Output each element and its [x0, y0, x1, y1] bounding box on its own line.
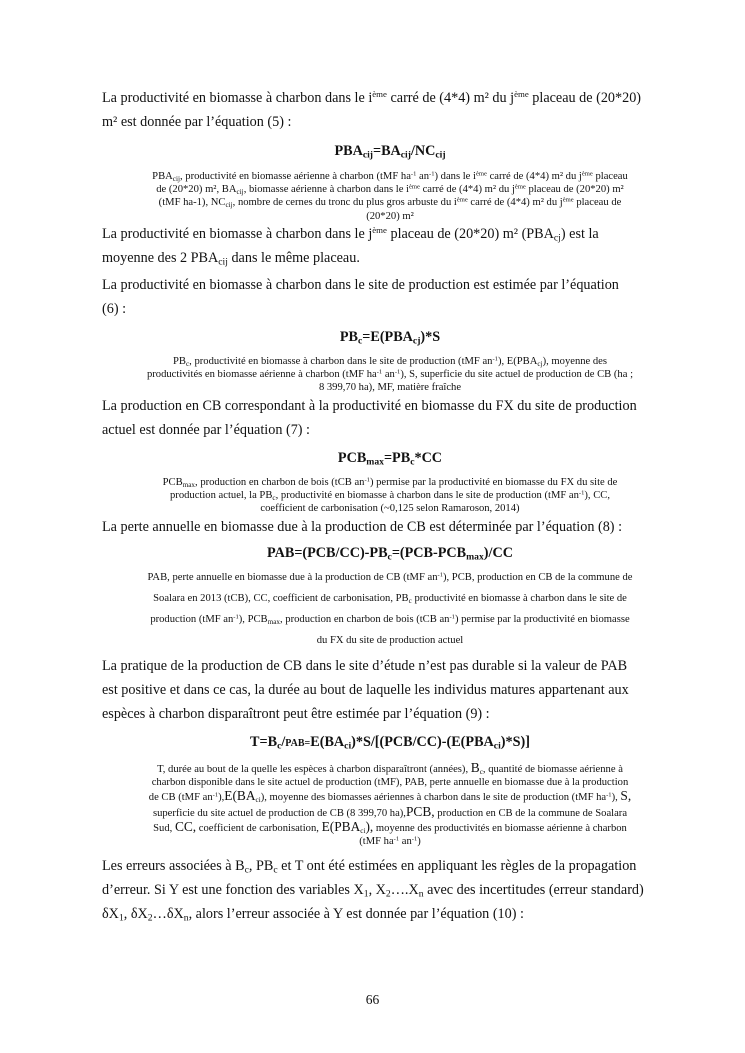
text-line: du FX du site de production actuel	[316, 635, 464, 646]
text-line: $PCB_{max}$, production en charbon de bois (tCB $an^{-1}$) permise par la productivité en biomasse du FX du site de	[162, 476, 618, 489]
legend-equation-5	[102, 170, 678, 223]
text-line: moyenne des 2 $PBA_{cij}$ dans le même placeau.	[102, 250, 360, 268]
paragraph-eq5-intro	[102, 90, 678, 131]
paragraph-eq6-intro	[102, 277, 678, 318]
text-line: La productivité en biomasse à charbon dans le site de production est estimée par l’équation	[102, 277, 619, 293]
equation-7: $PCB_{max}=PB_c*CC$	[337, 450, 443, 468]
text-line: Soalara en 2013 (tCB), CC, coefficient de carbonisation, $PB_c$ productivité en biomasse à charbon dans le site de	[153, 593, 627, 605]
legend-equation-9	[102, 761, 678, 848]
legend-equation-8	[102, 567, 678, 651]
text-line: de CB (tMF $an^{-1}),E(BA_{ci})$, moyenne des biomasses aériennes à charbon dans le site de production (tMF $ha^{-1}$), S,	[148, 788, 632, 805]
text-line: T, durée au bout de la quelle les espèces à charbon disparaîtront (années), $B_c$, quantité de biomasse aérienne à	[157, 760, 623, 776]
paragraph-eq7-intro	[102, 398, 678, 439]
text-line: de (20*20) m², $BA_{cij}$, biomasse aérienne à charbon dans le $i^{ème}$ carré de (4*4) m² du $j^{ème}$ placeau de (20*20) m²	[156, 183, 624, 196]
text-line: espèces à charbon disparaîtront peut être estimée par l’équation (9) :	[102, 706, 490, 722]
legend-equation-7	[102, 476, 678, 516]
text-line: (6) :	[102, 301, 127, 317]
text-line: production (tMF $an^{-1}$), $PCB_{max}$, production en charbon de bois (tCB $an^{-1}$) permise par la productivité en biomasse	[150, 613, 630, 626]
paragraph-pbacj	[102, 226, 678, 267]
paragraph-error-propagation	[102, 858, 678, 923]
text-line: Les erreurs associées à $B_c$, $PB_c$ et T ont été estimées en appliquant les règles de la propagation	[102, 858, 637, 876]
paragraph-eq8-intro	[102, 519, 678, 536]
text-line: La pratique de la production de CB dans le site d’étude n’est pas durable si la valeur de PAB	[102, 658, 628, 674]
text-line: La perte annuelle en biomasse due à la production de CB est déterminée par l’équation (8) :	[102, 519, 623, 535]
text-line: production actuel, la $PB_c$, productivité en biomasse à charbon dans le site de production (tMF $an^{-1}$), CC,	[170, 489, 610, 502]
text-line: $PBA_{cij}$, productivité en biomasse aérienne à charbon (tMF $ha^{-1}$ $an^{-1}$) dans le $i^{ème}$ carré de (4*4) m² du $j^{ème}$ placeau	[152, 170, 628, 183]
text-line: coefficient de carbonisation (~0,125 selon Ramaroson, 2014)	[260, 503, 520, 515]
text-line: (tMF $ha^{-1}$ $an^{-1}$)	[359, 835, 421, 848]
text-line: $PB_c$, productivité en biomasse à charbon dans le site de production (tMF $an^{-1}$), $E(PBA_{cj})$, moyenne des	[172, 355, 608, 368]
text-line: actuel est donnée par l’équation (7) :	[102, 422, 310, 438]
text-line: PAB, perte annuelle en biomasse due à la production de CB (tMF $an^{-1}$), PCB, production en CB de la commune de	[147, 571, 633, 583]
equation-9: $T=B_c/PAB=E(BA_{ci})*S/[(PCB/CC)-(E(PBA_{ci})*S)]$	[250, 734, 530, 752]
equation-8: $PAB=(PCB/CC)-PB_c=(PCB-PCB_{max})/CC$	[267, 545, 513, 563]
text-line: La productivité en biomasse à charbon dans le $j^{ème}$ placeau de (20*20) m² $(PBA_{cj})$ est la	[102, 225, 599, 244]
text-line: d’erreur. Si Y est une fonction des variables $X_1$, $X_2\dots.X_n$ avec des incertitudes (erreur standard)	[102, 882, 644, 900]
text-line: (20*20) m²	[366, 210, 414, 222]
paragraph-eq9-intro	[102, 658, 678, 723]
page-number: 66	[365, 992, 380, 1007]
text-line: est positive et dans ce cas, la durée au bout de laquelle les individus matures appartenant aux	[102, 682, 629, 698]
text-line: La production en CB correspondant à la productivité en biomasse du FX du site de production	[102, 398, 637, 414]
text-line: 8 399,70 ha), MF, matière fraîche	[318, 382, 462, 394]
text-line: La productivité en biomasse à charbon dans le $i^{ème}$ carré de (4*4) m² du $j^{ème}$ placeau de (20*20)	[102, 89, 642, 106]
text-line: m² est donnée par l’équation (5) :	[102, 114, 292, 130]
text-line: superficie du site actuel de production de CB (8 399,70 ha),PCB, production en CB de la commune de Soalara	[152, 803, 628, 819]
equation-5: $PBA_{cij}=BA_{cij}/NC_{cij}$	[334, 143, 446, 161]
text-line: (tMF ha-1), $NC_{cij}$, nombre de cernes du tronc du plus gros arbuste du $i^{ème}$ carré de (4*4) m² du $j^{ème}$ placeau de	[158, 196, 622, 210]
equation-6: $PB_c=E(PBA_{cj})*S$	[339, 329, 441, 347]
text-line: productivités en biomasse aérienne à charbon (tMF $ha^{-1}$ $an^{-1}$), S, superficie du site actuel de production de CB (ha ;	[146, 368, 634, 381]
text-line: $\delta X_1$, $\delta X_2\dots\delta X_n$, alors l’erreur associée à Y est donnée par l’équation (10) :	[102, 906, 524, 924]
text-line: charbon disponible dans le site actuel de production (tMF), PAB, perte annuelle en biomasse due à la production	[151, 777, 629, 789]
text-line: Sud, CC, coefficient de carbonisation, $E(PBA_{ci})$, moyenne des productivités en biomasse aérienne à charbon	[153, 818, 627, 835]
legend-equation-6	[102, 355, 678, 395]
